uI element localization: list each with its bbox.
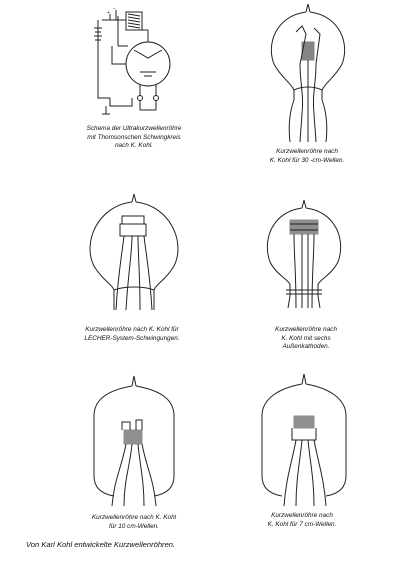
tube-lecher-figure (84, 194, 184, 312)
tube-10cm-caption: Kurzwellenröhre nach K. Kohl für 10 cm-Wellen. (91, 514, 177, 530)
schematic-figure (88, 6, 188, 118)
tube-six-cathodes-figure (260, 200, 348, 312)
tube-lecher-caption: Kurzwellenröhre nach K. Kohl für LECHER-System-Schwingungen. (84, 326, 180, 342)
tube-7cm-caption: Kurzwellenröhre nach K. Kohl für 7 cm-Wellen. (267, 512, 337, 528)
svg-text:+: + (107, 10, 110, 16)
tube-six-cathodes-caption: Kurzwellenröhre nach K. Kohl mit sechs Außenkathoden. (275, 326, 337, 351)
tube-30cm-caption: Kurzwellenröhre nach K. Kohl für 30 -cm-Wellen. (269, 148, 345, 164)
tube-10cm-figure (84, 376, 184, 506)
tube-7cm-figure (256, 374, 352, 506)
svg-text:−: − (113, 6, 116, 12)
tube-30cm-figure (266, 4, 352, 144)
schematic-caption: Schema der Ultrakurzwellenröhre mit Thomsonschen Schwingkreis nach K. Kohl. (86, 125, 182, 150)
page-footer-caption: Von Karl Kohl entwickelte Kurzwellenröhren. (26, 540, 176, 549)
